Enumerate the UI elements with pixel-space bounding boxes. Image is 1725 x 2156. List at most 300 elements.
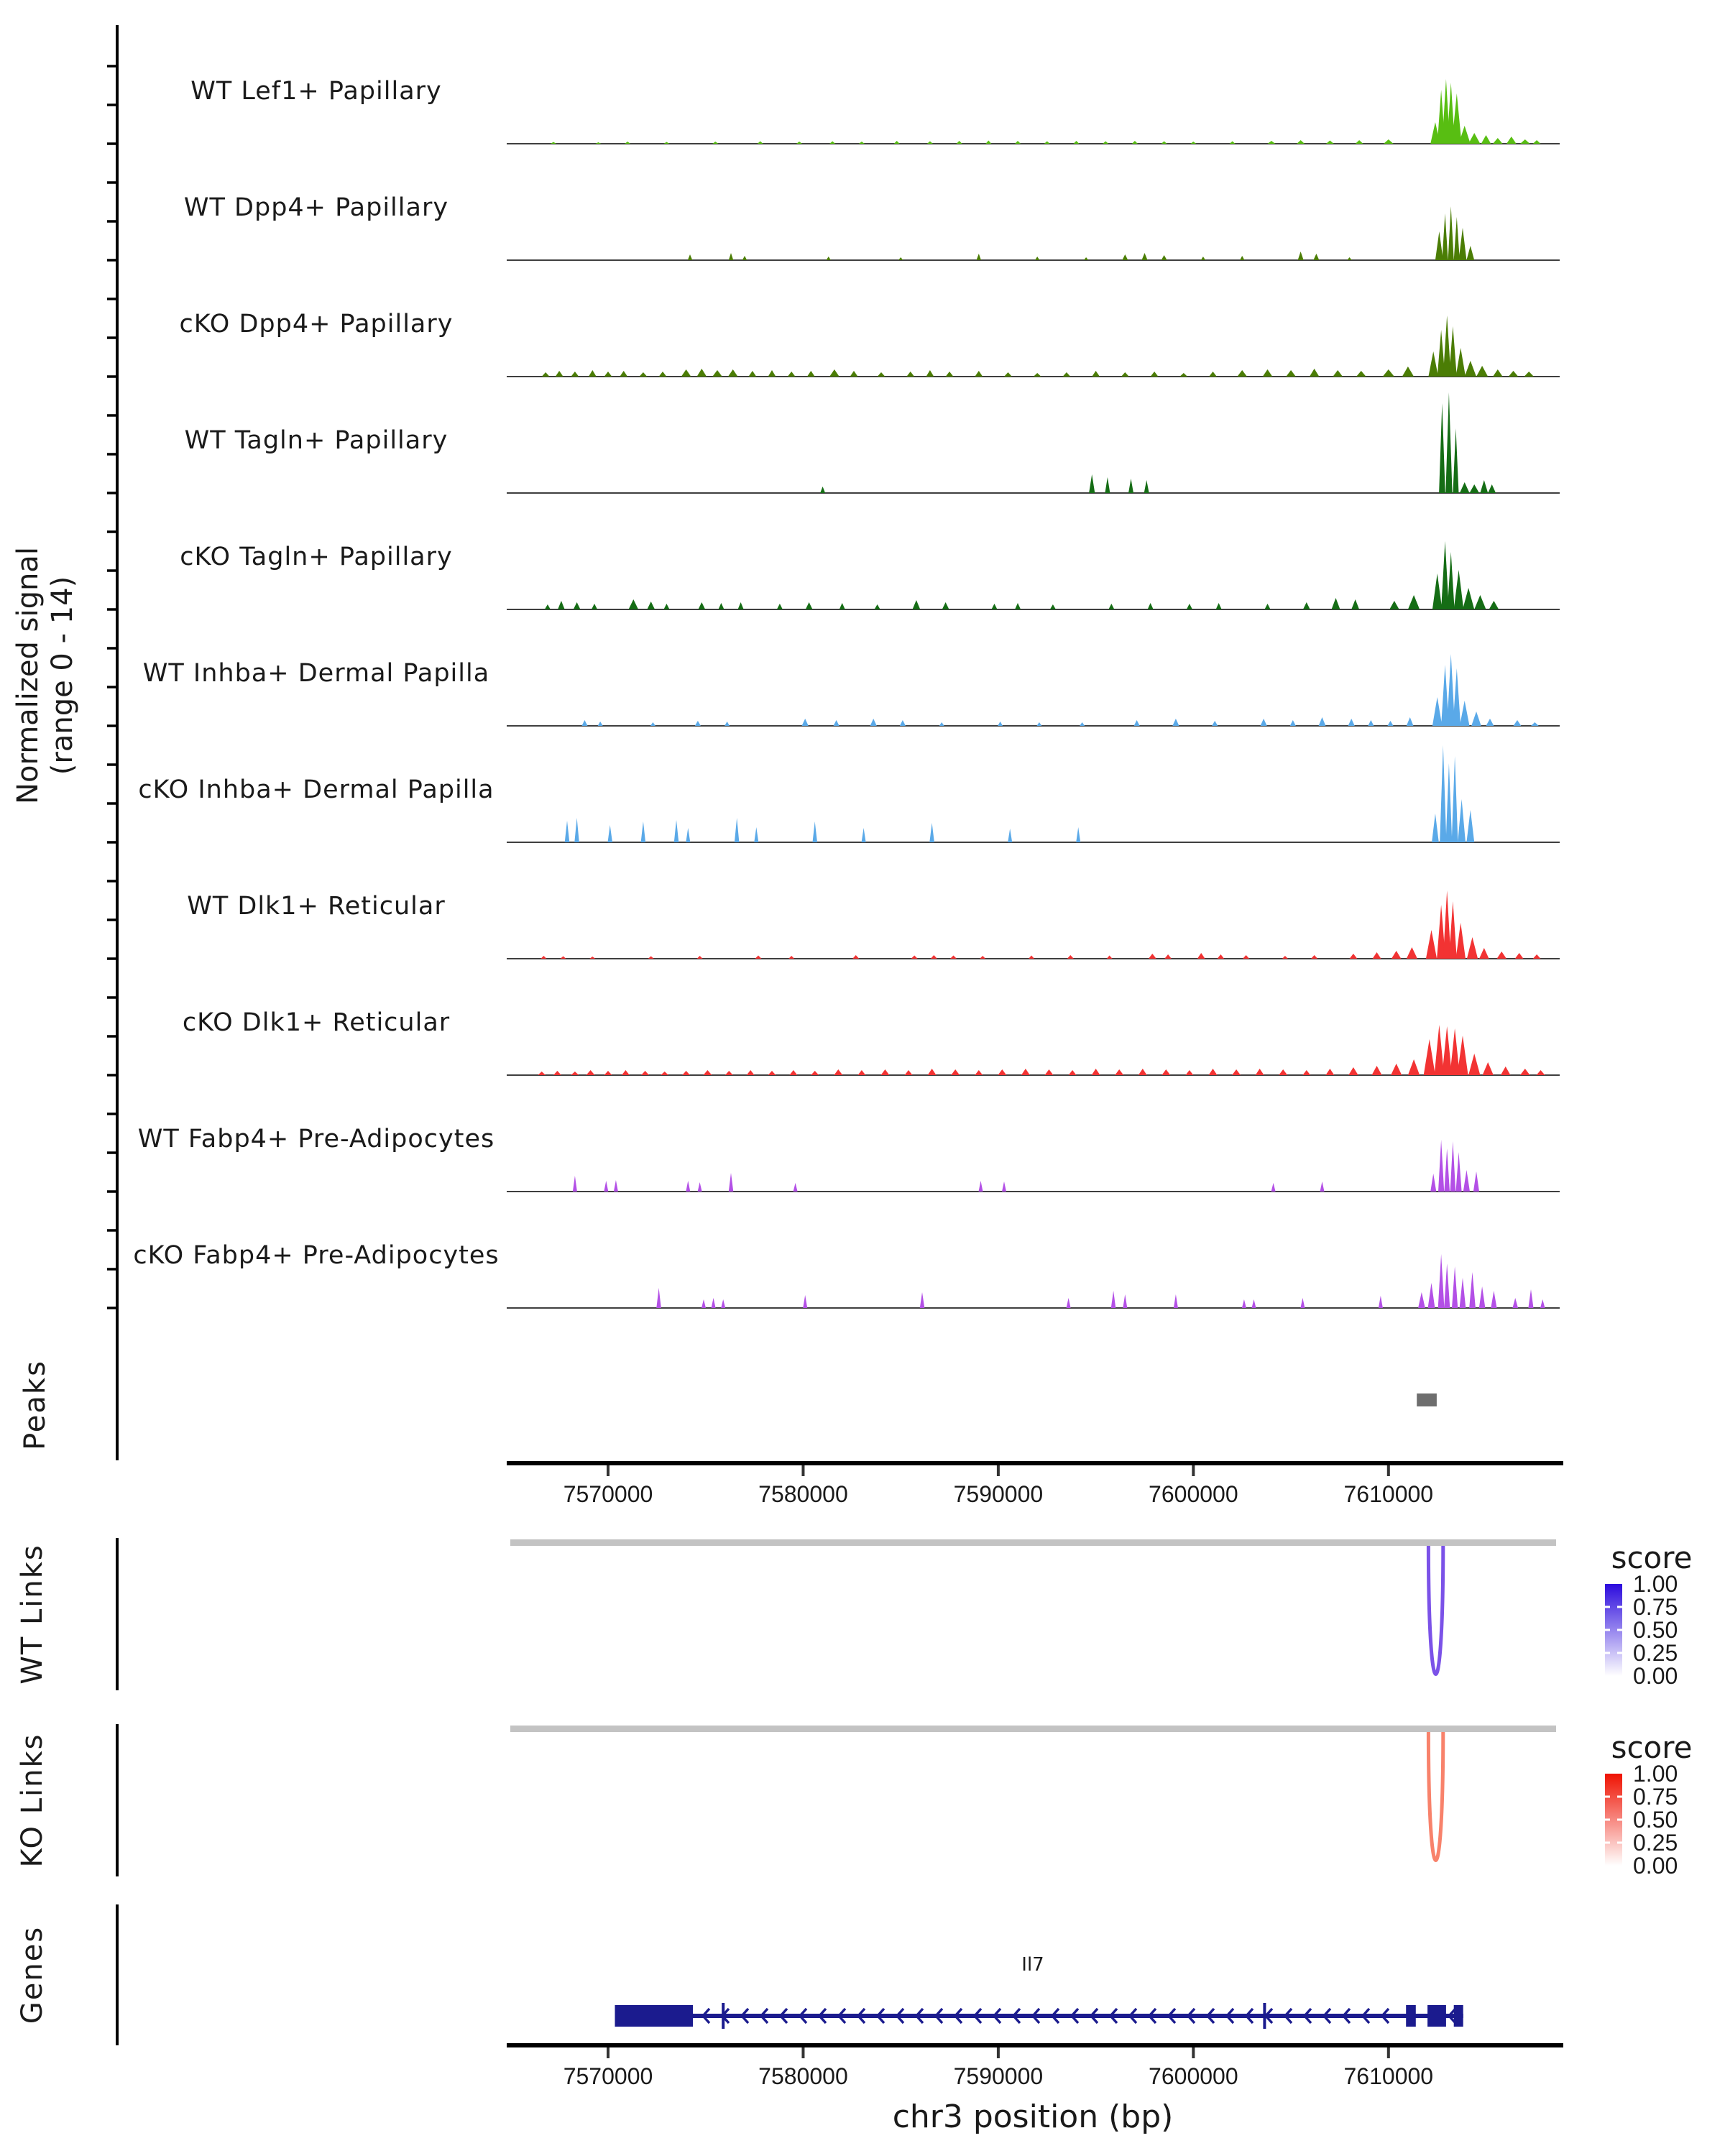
- signal-spike: [738, 602, 744, 609]
- signal-spike: [957, 141, 962, 144]
- signal-spike: [1271, 1183, 1276, 1192]
- signal-spike: [682, 1071, 690, 1075]
- gene-name-label: Il7: [1021, 1954, 1044, 1976]
- signal-spike: [900, 720, 906, 726]
- signal-spike: [1540, 1299, 1545, 1308]
- signal-spike: [728, 369, 738, 377]
- signal-spike: [926, 370, 934, 377]
- legend-tick-label: 0.50: [1633, 1807, 1678, 1833]
- signal-spike: [758, 142, 763, 144]
- signal-spike: [1172, 719, 1179, 726]
- signal-spike: [1392, 951, 1402, 959]
- gene-exon: [1427, 2005, 1446, 2027]
- signal-spike: [1089, 474, 1095, 493]
- signal-spike: [1073, 141, 1079, 144]
- signal-spike: [1372, 1066, 1382, 1075]
- signal-spike: [788, 956, 794, 959]
- signal-spike: [1383, 369, 1394, 377]
- signal-spike: [1103, 142, 1108, 144]
- signal-spike: [1514, 720, 1522, 726]
- genes-section-label: Genes: [16, 1925, 49, 2024]
- signal-spike: [852, 955, 859, 959]
- wt-links-panel: [117, 1538, 1692, 1690]
- legend-tick-label: 0.75: [1633, 1784, 1678, 1810]
- middle-genome-axis: [507, 1463, 1563, 1507]
- signal-axis-label-line1: Normalized signal: [12, 547, 45, 804]
- signal-spike: [1303, 602, 1310, 609]
- signal-spike: [913, 600, 921, 609]
- link-arc: [1428, 1546, 1443, 1674]
- signal-spike: [862, 828, 866, 842]
- signal-spike: [1121, 372, 1129, 377]
- genome-axis-tick-label: 7610000: [1343, 1481, 1434, 1507]
- signal-spike: [1459, 228, 1467, 260]
- genome-axis-tick-label: 7590000: [953, 1481, 1044, 1507]
- signal-spike: [1509, 371, 1519, 377]
- signal-spike: [803, 1295, 807, 1308]
- signal-spike: [1122, 254, 1128, 260]
- signal-spike: [686, 828, 690, 842]
- signal-spike: [747, 1070, 755, 1075]
- signal-spike: [663, 142, 669, 144]
- signal-spike: [698, 602, 705, 609]
- track-label: cKO Inhba+ Dermal Papilla: [138, 775, 494, 804]
- signal-spike: [1457, 1036, 1468, 1075]
- signal-spike: [991, 604, 997, 609]
- signal-spike: [1384, 139, 1394, 144]
- signal-spike: [1512, 1298, 1518, 1308]
- signal-spike: [1387, 721, 1393, 726]
- track-label: cKO Dpp4+ Papillary: [179, 310, 454, 338]
- signal-spike: [881, 1069, 890, 1075]
- gene-exon: [615, 2005, 694, 2027]
- signal-spike: [768, 370, 776, 377]
- signal-spike: [1263, 369, 1273, 377]
- signal-spike: [1446, 763, 1453, 842]
- legend-tick-label: 0.25: [1633, 1640, 1678, 1666]
- signal-spike: [927, 142, 933, 144]
- signal-spike: [1449, 326, 1457, 377]
- signal-spike: [1460, 1278, 1466, 1308]
- signal-spike: [695, 721, 701, 726]
- signal-spike: [1402, 367, 1414, 377]
- signal-spike: [870, 719, 877, 726]
- signal-spike: [754, 827, 758, 842]
- signal-spike: [1067, 955, 1074, 959]
- signal-spike: [586, 1070, 595, 1075]
- signal-spike: [639, 372, 647, 377]
- signal-spike: [1497, 952, 1507, 959]
- signal-spike: [1465, 361, 1476, 377]
- signal-spike: [998, 1069, 1006, 1075]
- signal-spike: [1107, 956, 1113, 959]
- signal-spike: [1008, 829, 1012, 842]
- signal-spike: [1310, 369, 1320, 377]
- signal-spike: [712, 370, 722, 377]
- signal-spike: [1320, 1181, 1325, 1192]
- signal-spike: [1076, 827, 1080, 842]
- signal-spike: [712, 142, 718, 144]
- x-axis-title: chr3 position (bp): [892, 2099, 1174, 2135]
- signal-spike: [1279, 1069, 1287, 1075]
- signal-spike: [951, 1069, 960, 1075]
- signal-spike: [1151, 372, 1159, 377]
- signal-spike: [1325, 1069, 1334, 1075]
- signal-area: [538, 1025, 1545, 1075]
- track-label: WT Lef1+ Papillary: [190, 77, 442, 106]
- signal-spike: [1488, 484, 1496, 493]
- signal-spike: [1407, 947, 1417, 959]
- signal-spike: [625, 142, 630, 144]
- signal-spike: [875, 604, 880, 609]
- signal-spike: [1452, 756, 1458, 842]
- signal-spike: [1454, 217, 1460, 260]
- signal-spike: [1491, 1291, 1496, 1308]
- signal-spike: [697, 956, 703, 959]
- signal-spike: [1418, 1292, 1425, 1308]
- signal-spike: [674, 820, 679, 842]
- signal-spike: [1432, 697, 1443, 726]
- signal-spike: [1045, 1069, 1054, 1075]
- signal-area: [581, 654, 1538, 726]
- signal-spike: [1162, 1069, 1170, 1075]
- signal-spike: [1474, 595, 1486, 609]
- genome-axis-tick-label: 7570000: [563, 2063, 653, 2089]
- signal-spike: [859, 142, 865, 144]
- signal-spike: [1450, 1141, 1456, 1192]
- signal-spike: [1298, 252, 1304, 260]
- signal-spike: [659, 372, 667, 377]
- track-label: WT Fabp4+ Pre-Adipocytes: [137, 1125, 495, 1153]
- signal-spike: [1501, 1067, 1511, 1075]
- signal-spike: [1426, 930, 1437, 959]
- track-label: WT Inhba+ Dermal Papilla: [142, 659, 490, 688]
- signal-spike: [802, 719, 809, 726]
- signal-spike: [1232, 1069, 1241, 1075]
- signal-spike: [1460, 701, 1470, 726]
- signal-spike: [702, 1299, 706, 1308]
- signal-spike: [551, 142, 556, 144]
- signal-spike: [1162, 255, 1167, 260]
- signal-spike: [1240, 256, 1245, 260]
- signal-spike: [1351, 599, 1359, 609]
- signal-spike: [894, 141, 900, 144]
- signal-spike: [777, 604, 783, 609]
- signal-spike: [1128, 479, 1133, 493]
- signal-spike: [656, 1288, 661, 1308]
- signal-spike: [1311, 955, 1317, 959]
- signal-spike: [834, 1069, 842, 1075]
- signal-spike: [1460, 482, 1470, 493]
- signal-spike: [1044, 142, 1050, 144]
- signal-spike: [565, 821, 570, 842]
- signal-spike: [1463, 1170, 1470, 1192]
- ko-links-panel: [117, 1724, 1692, 1879]
- signal-spike: [1480, 480, 1488, 493]
- signal-spike: [1050, 604, 1056, 609]
- legend-tick-label: 0.25: [1633, 1830, 1678, 1856]
- signal-spike: [1197, 953, 1205, 959]
- signal-axis-label-line2: (range 0 - 14): [46, 576, 79, 775]
- signal-spike: [1209, 1069, 1218, 1075]
- signal-spike: [1456, 348, 1466, 377]
- signal-spike: [1452, 1266, 1458, 1308]
- signal-spike: [556, 371, 564, 377]
- signal-spike: [735, 818, 740, 842]
- signal-spike: [1430, 1174, 1436, 1192]
- signal-spike: [1021, 1069, 1030, 1075]
- signal-spike: [975, 371, 983, 377]
- signal-spike: [1004, 372, 1012, 377]
- legend-title: score: [1611, 1730, 1693, 1765]
- signal-spike: [1174, 1294, 1178, 1308]
- track-label: cKO Dlk1+ Reticular: [182, 1008, 451, 1037]
- signal-spike: [975, 1070, 983, 1075]
- signal-spike: [1115, 1069, 1123, 1075]
- signal-area: [540, 890, 1540, 959]
- genome-axis-tick-label: 7570000: [563, 1481, 653, 1507]
- signal-spike: [1186, 1070, 1194, 1075]
- peaks-track-group: [117, 1350, 1437, 1460]
- signal-spike: [1148, 603, 1154, 609]
- signal-spike: [1442, 1026, 1452, 1075]
- signal-spike: [1448, 552, 1455, 609]
- signal-spike: [608, 825, 613, 842]
- legend-title: score: [1611, 1540, 1693, 1575]
- signal-spike: [1348, 1067, 1358, 1075]
- signal-spike: [1348, 719, 1355, 726]
- signal-spike: [1105, 477, 1110, 493]
- signal-spike: [571, 372, 579, 377]
- signal-spike: [1268, 141, 1276, 144]
- signal-spike: [1237, 370, 1247, 377]
- signal-spike: [1347, 257, 1352, 260]
- signal-spike: [1216, 603, 1222, 609]
- signal-spike: [1302, 1070, 1310, 1075]
- signal-spike: [980, 956, 985, 959]
- signal-spike: [589, 957, 595, 959]
- signal-spike: [811, 1071, 819, 1075]
- signal-spike: [1473, 1171, 1479, 1192]
- signal-spike: [704, 1070, 712, 1075]
- signal-area: [565, 745, 1475, 842]
- signal-spike: [724, 722, 730, 726]
- signal-spike: [1470, 484, 1480, 493]
- signal-spike: [1134, 720, 1140, 726]
- signal-spike: [794, 1183, 798, 1192]
- signal-spike: [788, 372, 796, 377]
- signal-spike: [1350, 954, 1358, 959]
- signal-spike: [1138, 1069, 1147, 1075]
- signal-spike: [1144, 480, 1149, 493]
- signal-spike: [1528, 1289, 1533, 1308]
- links-baseline: [510, 1726, 1556, 1732]
- signal-spike: [1069, 1070, 1077, 1075]
- signal-spike: [712, 1298, 716, 1308]
- signal-spike: [827, 257, 832, 260]
- signal-spike: [878, 372, 886, 377]
- signal-area: [656, 1254, 1545, 1308]
- track-label: cKO Tagln+ Papillary: [180, 543, 453, 571]
- signal-spike: [1286, 370, 1296, 377]
- signal-spike: [1452, 93, 1462, 144]
- signal-spike: [1520, 139, 1530, 144]
- signal-spike: [648, 957, 654, 959]
- genome-axis-tick-label: 7580000: [758, 2063, 848, 2089]
- signal-spike: [1313, 254, 1319, 260]
- signal-spike: [1453, 428, 1458, 493]
- signal-spike: [1230, 142, 1236, 144]
- signal-spike: [1123, 1294, 1127, 1308]
- signal-spike: [1408, 595, 1420, 609]
- signal-spike: [589, 370, 597, 377]
- signal-spike: [946, 372, 954, 377]
- signal-spike: [1092, 371, 1100, 377]
- signal-spike: [1428, 1283, 1435, 1308]
- signal-spike: [721, 1299, 725, 1308]
- signal-spike: [1373, 952, 1381, 959]
- signal-spike: [748, 371, 756, 377]
- signal-spike: [1243, 955, 1249, 959]
- signal-spike: [1256, 1069, 1264, 1075]
- signal-spike: [1533, 140, 1541, 144]
- signal-spike: [1092, 1069, 1100, 1075]
- signal-spike: [1435, 1025, 1445, 1075]
- signal-spike: [1469, 1272, 1476, 1308]
- signal-spike: [1209, 372, 1217, 377]
- signal-spike: [1391, 1064, 1402, 1075]
- signal-spike: [977, 254, 982, 260]
- signal-spike: [558, 601, 565, 609]
- signal-spike: [742, 256, 748, 260]
- signal-spike: [1034, 373, 1041, 377]
- genome-axis-tick-label: 7600000: [1149, 2063, 1238, 2089]
- signal-spike: [1444, 1148, 1450, 1192]
- signal-spike: [1466, 246, 1474, 260]
- legend-tick-label: 1.00: [1633, 1571, 1678, 1597]
- signal-spike: [1407, 717, 1414, 726]
- signal-spike: [592, 604, 597, 609]
- signal-spike: [1440, 745, 1446, 842]
- signal-spike: [905, 1070, 913, 1075]
- signal-spike: [604, 1071, 612, 1075]
- signal-spike: [1002, 1181, 1006, 1192]
- signal-spike: [1463, 588, 1474, 609]
- signal-spike: [1468, 133, 1480, 144]
- signal-spike: [1439, 403, 1445, 493]
- genome-axis-tick-label: 7580000: [758, 1481, 848, 1507]
- signal-spike: [545, 604, 551, 609]
- link-arc: [1428, 1732, 1443, 1861]
- signal-spike: [1015, 141, 1021, 144]
- signal-spike: [1297, 140, 1305, 144]
- gene-exon: [1406, 2005, 1416, 2027]
- signal-spike: [807, 371, 815, 377]
- signal-spike: [1332, 598, 1340, 609]
- signal-spike: [806, 602, 813, 609]
- gene-track-group: [117, 1904, 1463, 2045]
- signal-spike: [718, 603, 724, 609]
- signal-spike: [622, 1070, 630, 1075]
- signal-spike: [1080, 722, 1085, 726]
- signal-spike: [1444, 1263, 1450, 1308]
- signal-spike: [1445, 392, 1452, 493]
- signal-spike: [1449, 901, 1457, 959]
- signal-spike: [1432, 814, 1439, 842]
- signal-spike: [1264, 604, 1270, 609]
- signal-area: [542, 315, 1534, 377]
- signal-spike: [1084, 257, 1089, 260]
- signal-spike: [1290, 720, 1296, 726]
- signal-spike: [571, 1072, 579, 1075]
- signal-spike: [1036, 722, 1041, 726]
- signal-spike: [1190, 142, 1196, 144]
- signal-spike: [950, 956, 957, 959]
- signal-spike: [1282, 956, 1288, 959]
- signal-spike: [686, 1181, 690, 1192]
- signal-spike: [581, 720, 587, 726]
- signal-spike: [538, 1072, 546, 1075]
- signal-spike: [1326, 141, 1334, 144]
- signal-spike: [1356, 140, 1363, 144]
- signal-spike: [1515, 953, 1524, 959]
- signal-spike: [942, 602, 949, 609]
- track-label: WT Dlk1+ Reticular: [187, 892, 446, 921]
- signal-spike: [1442, 213, 1448, 260]
- signal-spike: [1029, 956, 1034, 959]
- signal-spike: [1252, 1299, 1256, 1308]
- legend-tick-label: 0.50: [1633, 1617, 1678, 1643]
- signal-spike: [1520, 1069, 1530, 1075]
- signal-spike: [1537, 1070, 1545, 1075]
- signal-spike: [1300, 1298, 1305, 1308]
- signal-spike: [1456, 1152, 1462, 1192]
- signal-spike: [1164, 954, 1172, 959]
- signal-spike: [650, 722, 656, 726]
- signal-spike: [1015, 603, 1021, 609]
- signal-spike: [1368, 720, 1374, 726]
- signal-spike: [829, 369, 840, 377]
- signal-spike: [840, 603, 845, 609]
- signal-spike: [1201, 257, 1206, 260]
- signal-spike: [1471, 711, 1481, 726]
- signal-spike: [1149, 954, 1156, 959]
- signal-spike: [1179, 373, 1187, 377]
- signal-spike: [829, 142, 835, 144]
- signal-spike: [1466, 810, 1474, 842]
- signal-spike: [1493, 369, 1503, 377]
- signal-spike: [1187, 604, 1192, 609]
- signal-spike: [789, 1070, 797, 1075]
- signal-spike: [1319, 717, 1326, 726]
- signal-spike: [1486, 719, 1494, 726]
- signal-spike: [614, 1180, 618, 1192]
- signal-spike: [1379, 1296, 1383, 1308]
- ko-links-section-label: KO Links: [16, 1733, 49, 1868]
- signal-spike: [1448, 206, 1454, 260]
- signal-spike: [755, 956, 761, 959]
- wt-links-section-label: WT Links: [16, 1544, 49, 1685]
- legend-tick-label: 0.00: [1633, 1853, 1678, 1879]
- signal-spike: [820, 487, 825, 493]
- signal-spike: [1506, 137, 1517, 144]
- signal-spike: [561, 957, 566, 959]
- signal-spike: [920, 1292, 925, 1308]
- signal-spike: [1493, 138, 1503, 144]
- signal-spike: [1218, 954, 1225, 959]
- signal-spike: [979, 1181, 983, 1192]
- peak-interval: [1417, 1393, 1437, 1406]
